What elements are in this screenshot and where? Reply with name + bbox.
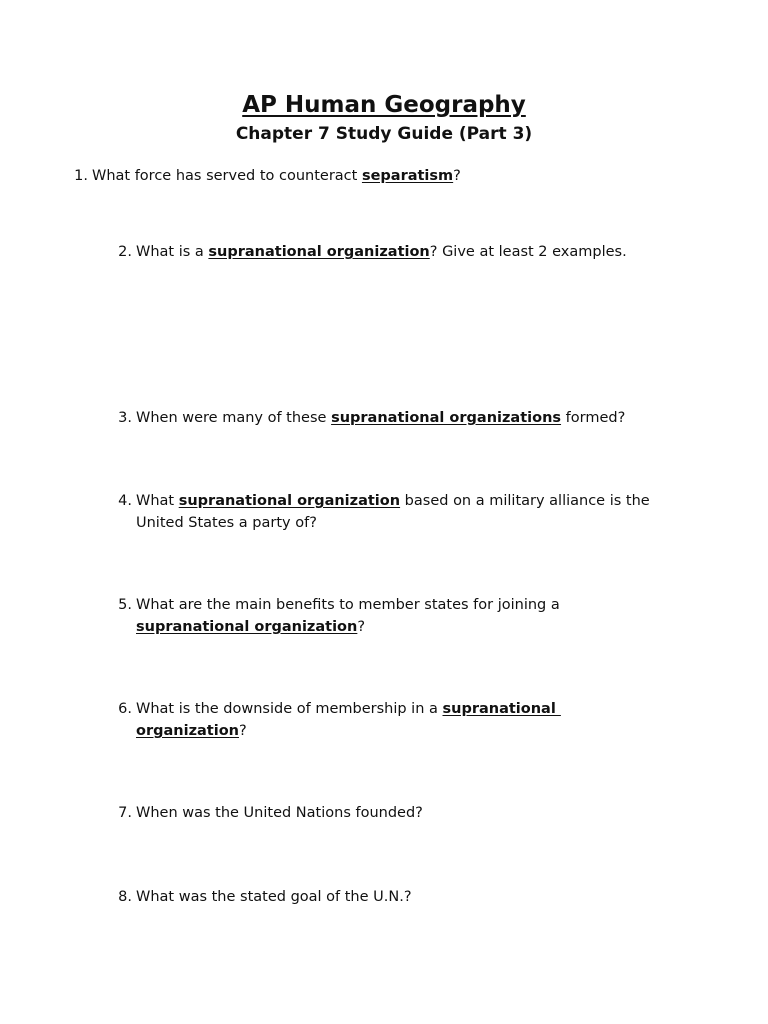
question-line-2: [136, 616, 560, 638]
question-text: [136, 407, 625, 429]
key-term: supranational organization: [178, 493, 401, 509]
question-text-part: based on a military alliance is the: [400, 493, 650, 509]
question-text-part: ? Give at least 2 examples.: [429, 244, 627, 260]
key-term: organization: [136, 723, 239, 739]
question-text: [136, 490, 650, 534]
question-text-part: What: [136, 493, 179, 509]
question-number: 4.: [118, 493, 132, 509]
question-number: 6.: [118, 701, 132, 717]
question-text-part: formed?: [561, 410, 626, 426]
page-title: AP Human Geography: [242, 92, 526, 118]
key-term: supranational organization: [136, 619, 358, 635]
question-text-part: ?: [357, 619, 366, 635]
question-text: [136, 241, 627, 263]
question-text-part: What are the main benefits to member states for joining a: [136, 597, 560, 613]
page-subtitle: Chapter 7 Study Guide (Part 3): [235, 124, 533, 144]
question-text: [92, 165, 461, 187]
key-term: supranational organization: [208, 244, 430, 260]
question-text: What was the stated goal of the U.N.?: [136, 889, 412, 905]
question-text-part: United States a party of?: [136, 515, 317, 531]
question-number: 8.: [118, 889, 132, 905]
key-term: supranational: [442, 701, 561, 717]
question-text-part: What force has served to counteract: [92, 168, 362, 184]
question-text-part: ?: [453, 168, 461, 184]
question-text: When was the United Nations founded?: [136, 805, 423, 821]
question-text-part: ?: [238, 723, 247, 739]
question-number: 2.: [118, 244, 132, 260]
question-text: [136, 594, 560, 638]
question-number: 3.: [118, 410, 132, 426]
key-term: supranational organizations: [331, 410, 562, 426]
question-line-2: [136, 720, 561, 742]
question-text-part: What is a: [136, 244, 209, 260]
question-text-part: What is the downside of membership in a: [136, 701, 443, 717]
key-term: separatism: [361, 168, 454, 184]
question-number: 5.: [118, 597, 132, 613]
question-number: 1.: [74, 168, 88, 184]
question-number: 7.: [118, 805, 132, 821]
question-text-part: When were many of these: [136, 410, 332, 426]
question-text: [136, 698, 561, 742]
